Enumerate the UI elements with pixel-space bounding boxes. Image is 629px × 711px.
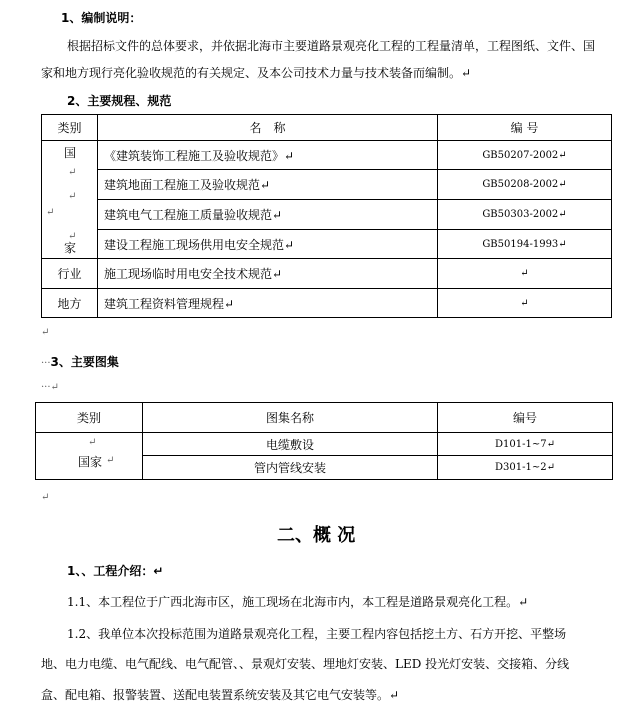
category-local: 地方: [42, 289, 98, 318]
return-mark: ↵: [68, 191, 77, 202]
intro-paragraph-2-line2: 地、电力电缆、电气配线、电气配管、、景观灯安装、埋地灯安装、LED 投光灯安装、交接箱、分线: [41, 657, 570, 671]
atlas-header-code: 编号: [438, 403, 613, 433]
standard-code: GB50207-2002↵: [438, 141, 612, 170]
table-row: [42, 170, 612, 200]
section3-heading: 3、主要图集: [50, 355, 119, 369]
return-mark: ↵: [68, 231, 77, 242]
atlas-code: D301-1~2↵: [438, 456, 613, 480]
standard-name: 建筑电气工程施工质量验收规范↵: [98, 200, 438, 230]
return-mark: ↵: [41, 492, 50, 503]
atlas-name: 电缆敷设: [143, 433, 438, 456]
atlas-name: 管内管线安装: [143, 456, 438, 480]
table-row: [42, 230, 612, 259]
section2-heading: 2、主要规程、规范: [67, 94, 172, 108]
table-row: [42, 115, 612, 141]
table-row: [36, 433, 613, 456]
section1-heading: 1、编制说明：: [61, 11, 142, 25]
intro-paragraph-2-line3: 盒、配电箱、报警装置、送配电装置系统安装及其它电气安装等。↵: [41, 688, 400, 702]
standard-name: 建设工程施工现场供用电安全规范↵: [98, 230, 438, 259]
standard-code: GB50208-2002↵: [438, 170, 612, 200]
chapter-title: 二、概 况: [277, 525, 356, 546]
intro-paragraph-2-line1: 1.2、我单位本次投标范围为道路景观亮化工程，主要工程内容包括挖土方、石方开挖、平整场: [67, 627, 567, 641]
intro-paragraph-1: 1.1、本工程位于广西北海市区，施工现场在北海市内，本工程是道路景观亮化工程。↵: [67, 595, 529, 609]
standard-name: 《建筑装饰工程施工及验收规范》↵: [98, 141, 438, 170]
category-national-top: 国: [64, 146, 77, 160]
table-row: [36, 403, 613, 433]
header-code: 编 号: [438, 115, 612, 141]
return-mark: ↵: [106, 455, 115, 466]
return-mark: ↵: [41, 327, 50, 338]
category-national-bottom: 家: [64, 241, 77, 255]
standard-code: ↵: [438, 289, 612, 318]
category-national: [42, 141, 98, 259]
header-category: 类别: [42, 115, 98, 141]
atlas-table: [35, 402, 613, 480]
atlas-header-name: 图集名称: [143, 403, 438, 433]
atlas-category-label: 国家: [78, 455, 103, 469]
table-row: [42, 200, 612, 230]
standard-code: GB50303-2002↵: [438, 200, 612, 230]
standard-name: 施工现场临时用电安全技术规范↵: [98, 259, 438, 289]
atlas-header-category: 类别: [36, 403, 143, 433]
table-row: [42, 141, 612, 170]
section3-dots: ···↵: [41, 382, 59, 393]
section1-paragraph-line2: 家和地方现行亮化验收规范的有关规定、及本公司技术力量与技术装备而编制。↵: [41, 66, 472, 80]
atlas-code: D101-1~7↵: [438, 433, 613, 456]
section1-paragraph-line1: 根据招标文件的总体要求，并依据北海市主要道路景观亮化工程的工程量清单，工程图纸、文件、国: [67, 39, 596, 53]
intro-heading: 1、、工程介绍：↵: [67, 564, 164, 578]
standards-table: [41, 114, 612, 318]
atlas-category: [36, 433, 143, 480]
standard-code: ↵: [438, 259, 612, 289]
return-mark: ↵: [68, 167, 77, 178]
section3-prefix: ···: [41, 358, 51, 369]
table-row: [42, 289, 612, 318]
header-name: 名 称: [98, 115, 438, 141]
table-row: [42, 259, 612, 289]
standard-code: GB50194-1993↵: [438, 230, 612, 259]
return-mark: ↵: [88, 437, 97, 448]
category-industry: 行业: [42, 259, 98, 289]
standard-name: 建筑地面工程施工及验收规范↵: [98, 170, 438, 200]
standard-name: 建筑工程资料管理规程↵: [98, 289, 438, 318]
section3-heading-line: [41, 353, 119, 370]
return-mark: ↵: [46, 207, 55, 218]
